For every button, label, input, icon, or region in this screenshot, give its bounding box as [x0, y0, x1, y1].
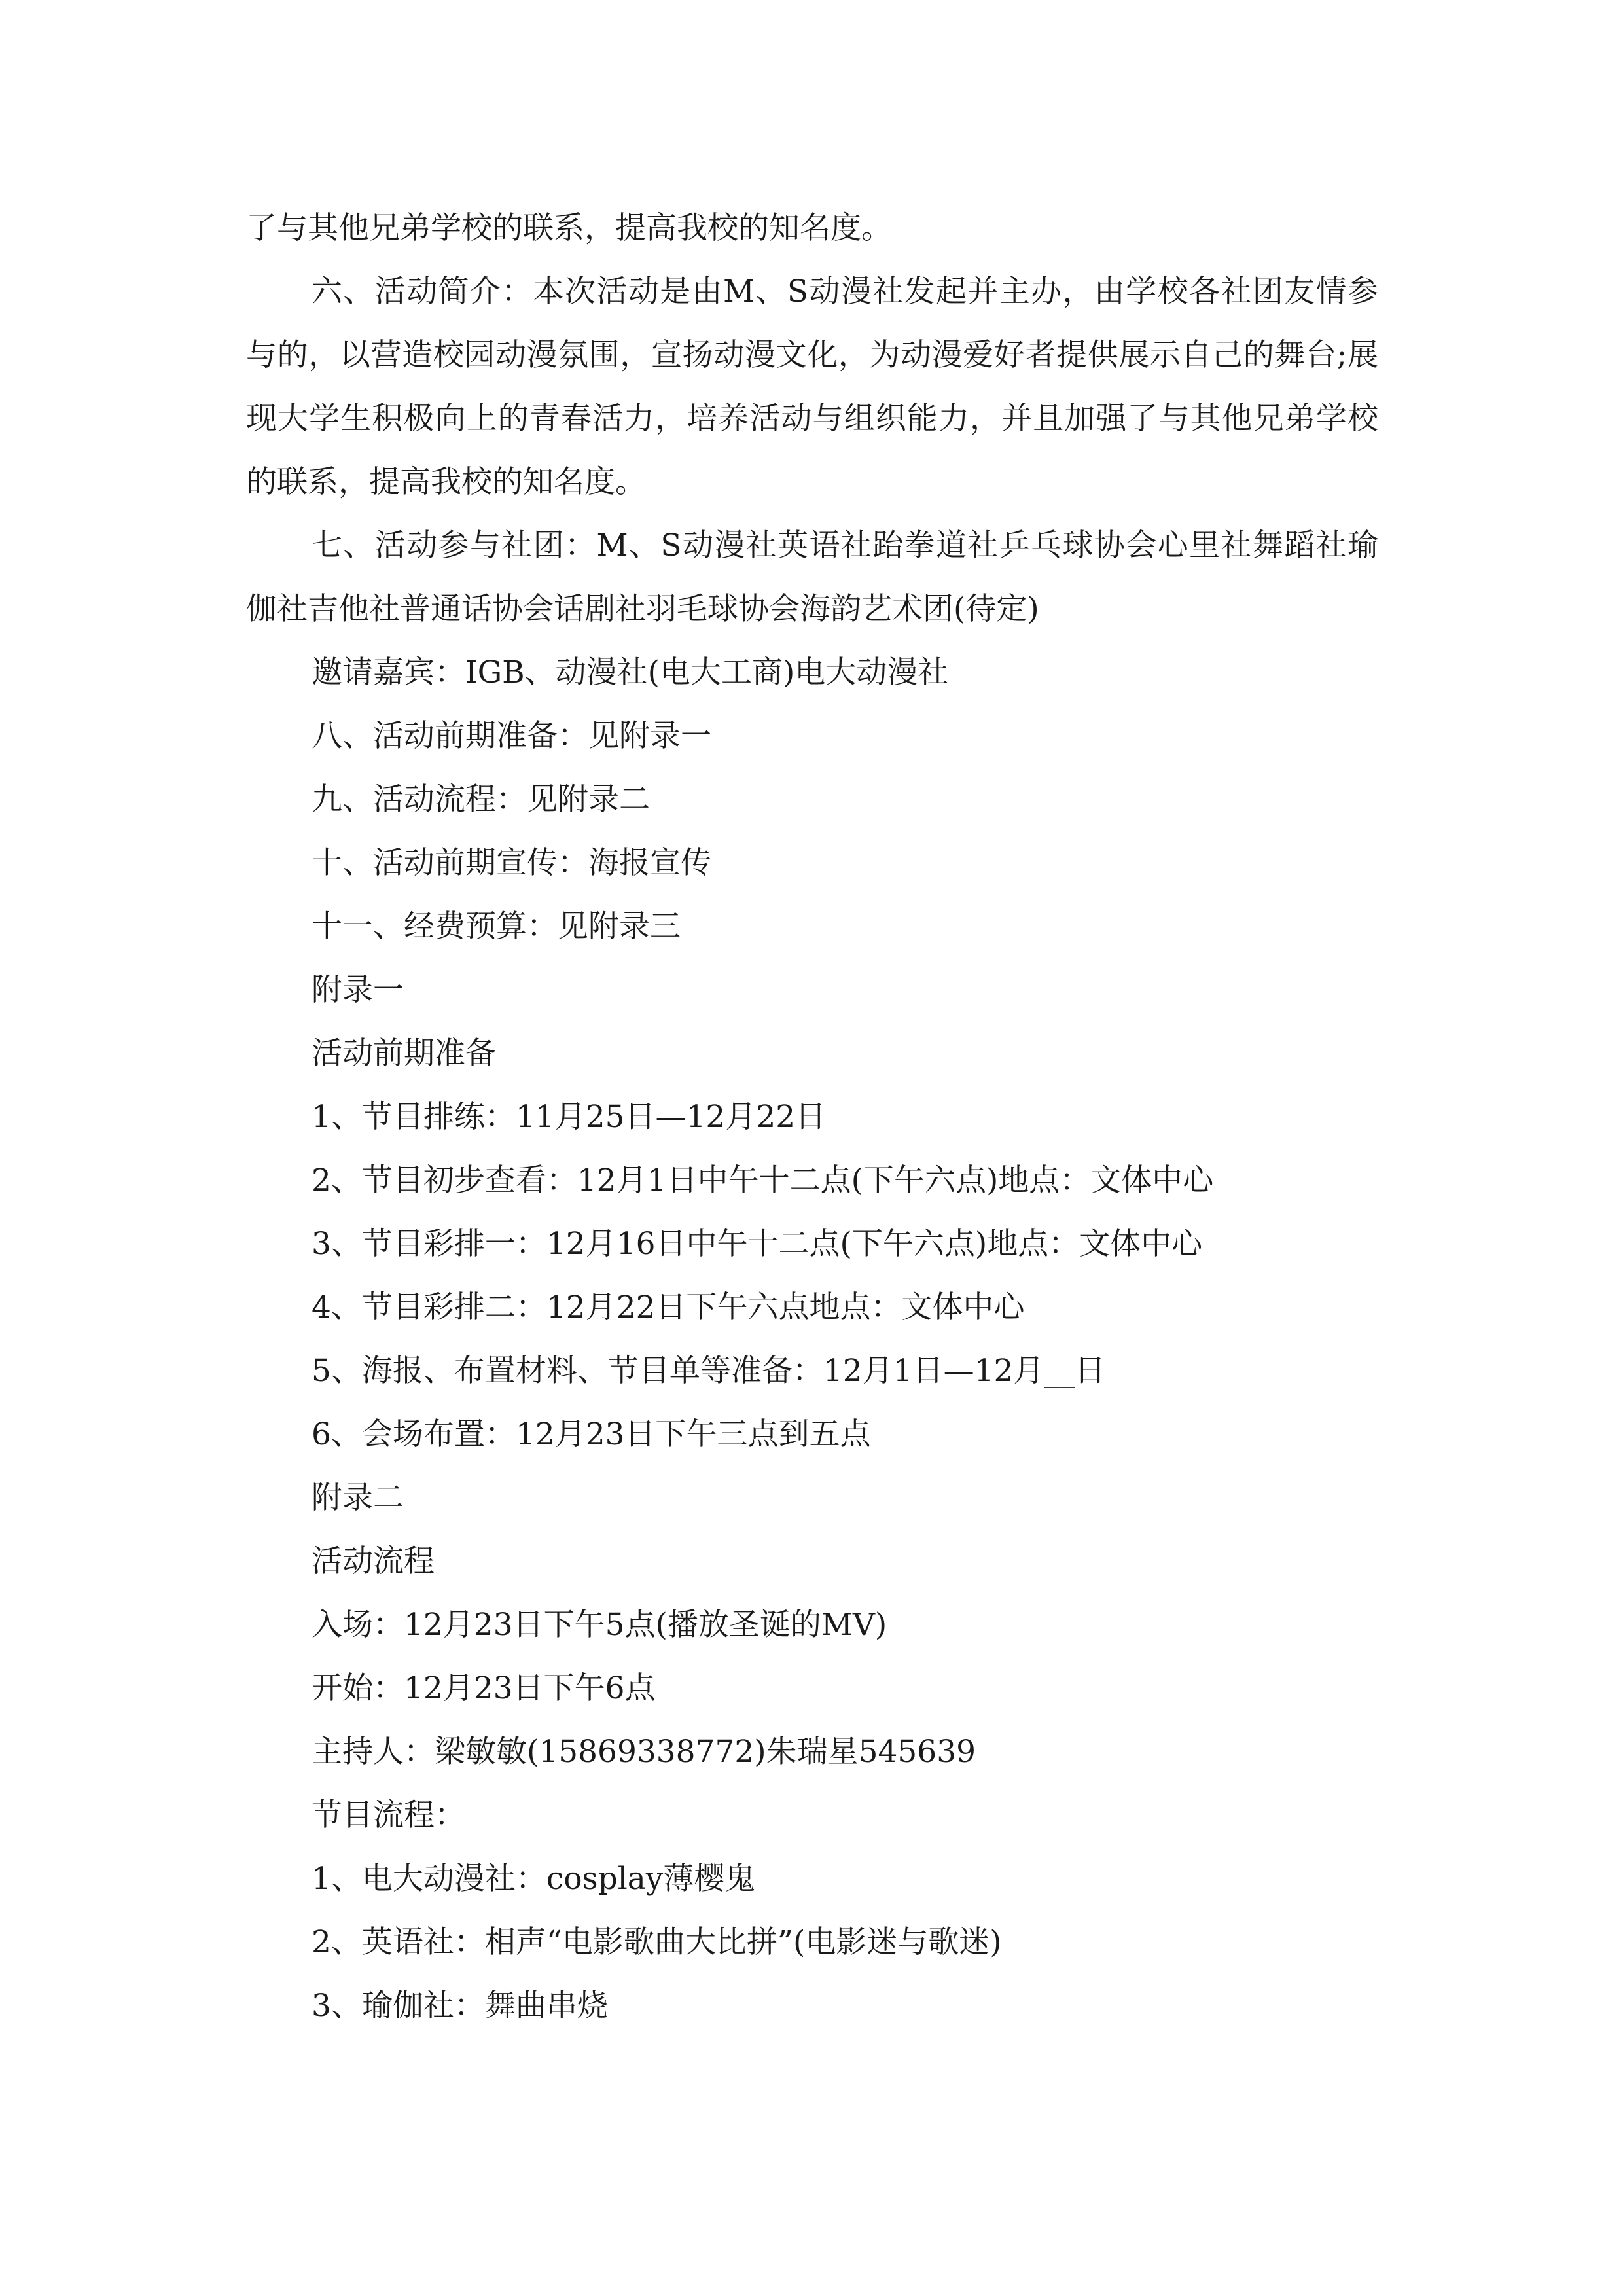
paragraph-process: 九、活动流程：见附录二: [312, 781, 650, 817]
list-item: 1、电大动漫社：cosplay薄樱鬼: [312, 1861, 756, 1897]
paragraph-activity-intro: 六、活动简介：本次活动是由M、S动漫社发起并主办，由学校各社团友情参与的，以营造校园动漫氛围，宣扬动漫文化，为动漫爱好者提供展示自己的舞台;展现大学生积极向上的青春活力，培养活动与组织能力，并且加强了与其他兄弟学校的联系，提高我校的知名度。: [246, 274, 1378, 500]
document-body: [246, 196, 1378, 2037]
paragraph-hosts: 主持人：梁敏敏(15869338772)朱瑞星545639: [312, 1734, 976, 1770]
paragraph-participating-clubs: 七、活动参与社团：M、S动漫社英语社跆拳道社乒乓球协会心里社舞蹈社瑜伽社吉他社普通话协会话剧社羽毛球协会海韵艺术团(待定): [246, 528, 1378, 627]
paragraph-guests: 邀请嘉宾：IGB、动漫社(电大工商)电大动漫社: [312, 655, 949, 691]
list-item: 2、英语社：相声“电影歌曲大比拼”(电影迷与歌迷): [312, 1924, 1002, 1960]
paragraph-continuation: 了与其他兄弟学校的联系，提高我校的知名度。: [246, 210, 892, 246]
program-heading: 节目流程：: [312, 1797, 465, 1833]
paragraph-budget: 十一、经费预算：见附录三: [312, 908, 681, 944]
paragraph-publicity: 十、活动前期宣传：海报宣传: [312, 845, 711, 881]
list-item: 4、节目彩排二：12月22日下午六点地点：文体中心: [312, 1289, 1025, 1325]
appendix-2-title: 活动流程: [312, 1543, 435, 1579]
list-item: 5、海报、布置材料、节目单等准备：12月1日—12月__日: [312, 1353, 1106, 1389]
list-item: 3、瑜伽社：舞曲串烧: [312, 1988, 608, 2024]
paragraph-preparation: 八、活动前期准备：见附录一: [312, 718, 711, 754]
list-item: 2、节目初步查看：12月1日中午十二点(下午六点)地点：文体中心: [312, 1162, 1214, 1198]
appendix-1-title: 活动前期准备: [312, 1035, 496, 1071]
list-item: 6、会场布置：12月23日下午三点到五点: [312, 1416, 871, 1452]
appendix-1-heading: 附录一: [312, 972, 404, 1008]
list-item: 3、节目彩排一：12月16日中午十二点(下午六点)地点：文体中心: [312, 1226, 1203, 1262]
paragraph-entry: 入场：12月23日下午5点(播放圣诞的MV): [312, 1607, 887, 1643]
list-item: 1、节目排练：11月25日—12月22日: [312, 1099, 827, 1135]
paragraph-start: 开始：12月23日下午6点: [312, 1670, 656, 1706]
appendix-2-heading: 附录二: [312, 1480, 404, 1516]
